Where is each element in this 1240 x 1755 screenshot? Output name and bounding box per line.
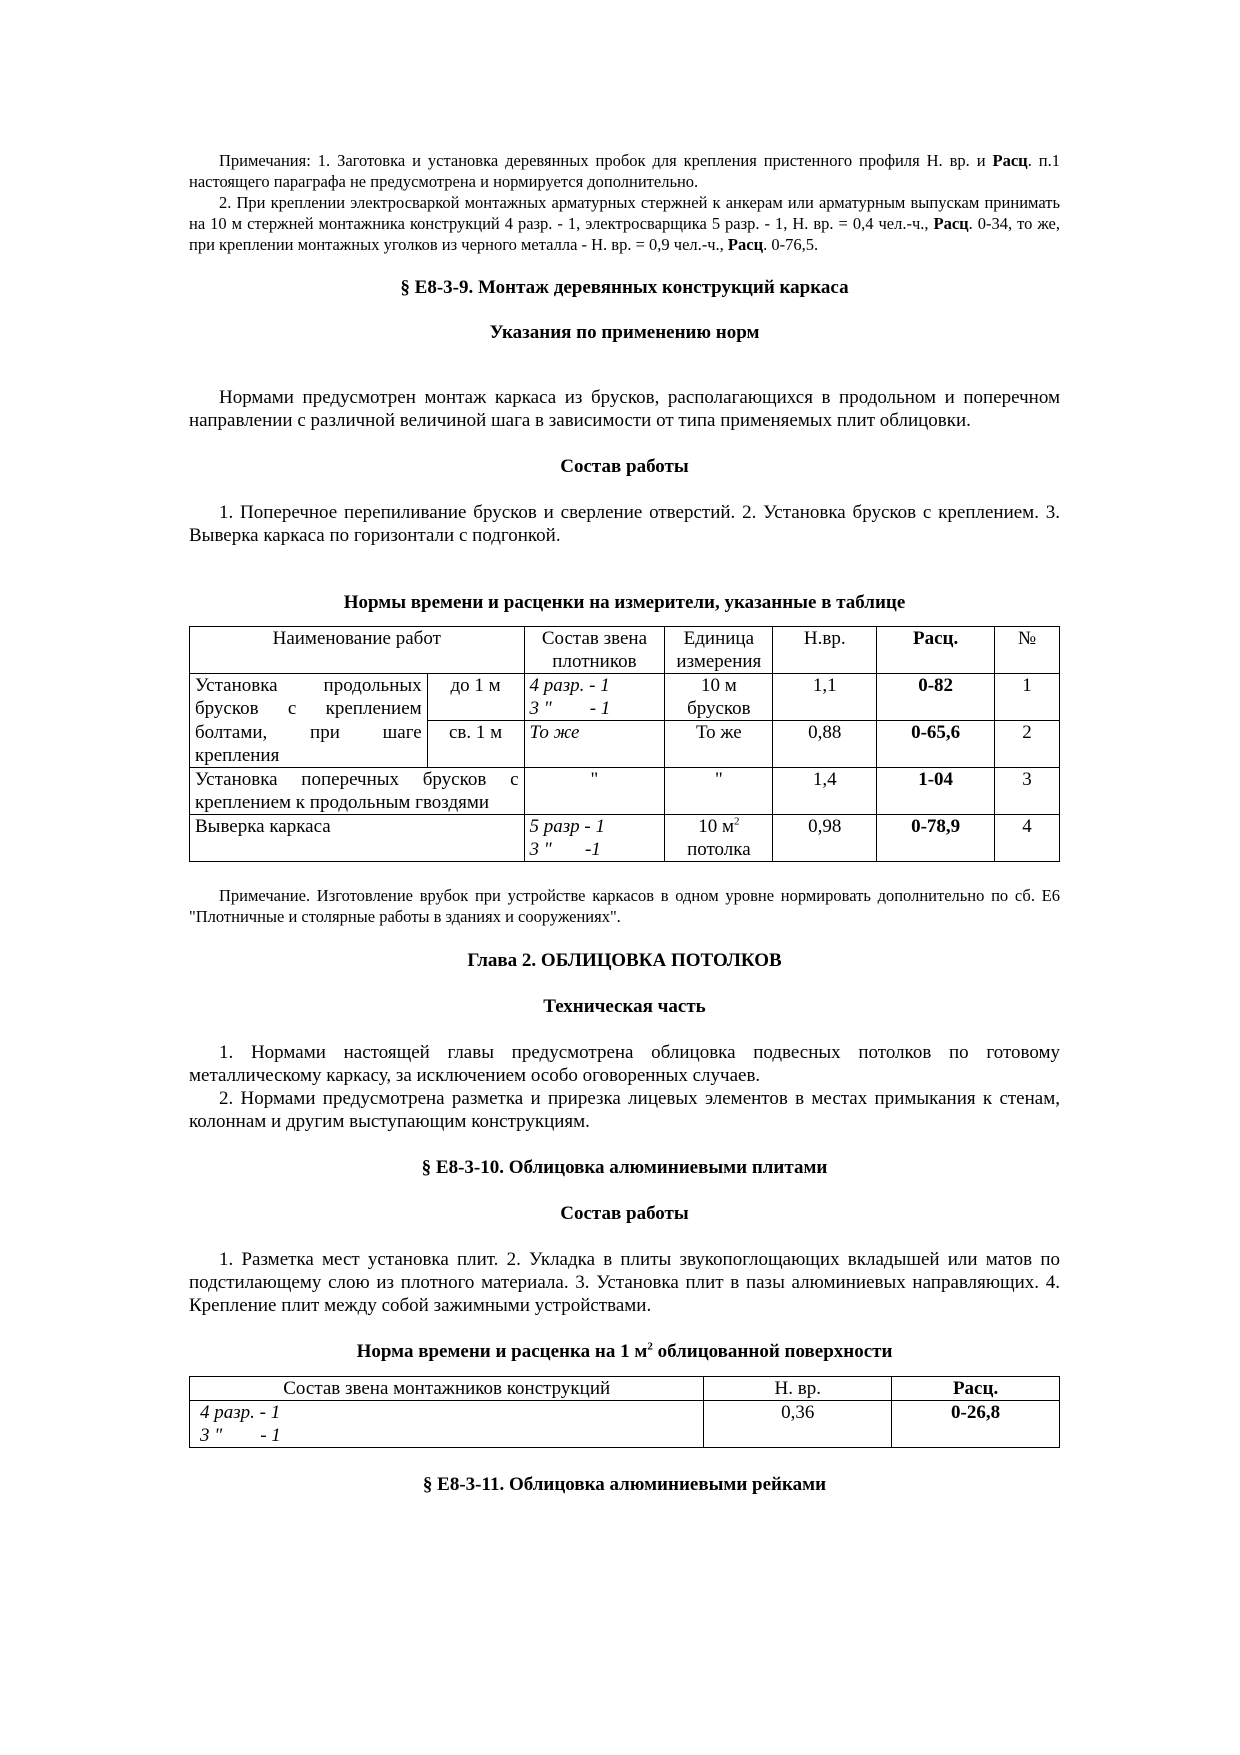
row1-number: 1 (995, 674, 1060, 721)
section-intro: Нормами предусмотрен монтаж каркаса из брусков, располагающихся в продольном и поперечном направлении с различной величиной шага в зависимости от типа применяемых плит облицовки. (189, 387, 1060, 431)
row2-name: болтами, при шаге крепления (190, 721, 428, 768)
section-title-e8-3-9: § Е8-3-9. Монтаж деревянных конструкций каркаса (400, 277, 849, 298)
chapter-paragraph-1: 1. Нормами настоящей главы предусмотрена облицовка подвесных потолков по готовому металлическому каркасу, за исключением особо оговоренных случаев. (189, 1041, 1060, 1086)
row1-step: до 1 м (427, 674, 524, 721)
row1-name: Установка продольных брусков с креплением (190, 674, 428, 721)
header-name: Наименование работ (190, 627, 525, 674)
table-row (190, 767, 1060, 814)
table2-rate: 0-26,8 (892, 1400, 1060, 1447)
table-row (190, 814, 1060, 861)
norm-table-2 (189, 1376, 1060, 1448)
composition-text: 1. Поперечное перепиливание брусков и сверление отверстий. 2. Установка брусков с креплением. 3. Выверка каркаса по горизонтали с подгонкой. (189, 502, 1060, 546)
table-row (190, 674, 1060, 721)
row3-time: 1,4 (773, 767, 877, 814)
row3-rate: 1-04 (877, 767, 995, 814)
row4-crew: 5 разр - 1 3 " -1 (524, 814, 665, 861)
row2-step: св. 1 м (427, 721, 524, 768)
row3-unit: " (665, 767, 773, 814)
row3-number: 3 (995, 767, 1060, 814)
table-title: Нормы времени и расценки на измерители, указанные в таблице (343, 592, 906, 613)
table2-crew: 4 разр. - 1 3 " - 1 (190, 1400, 704, 1447)
row2-rate: 0-65,6 (877, 721, 995, 768)
row3-crew: " (524, 767, 665, 814)
chapter-paragraph-2: 2. Нормами предусмотрена разметка и прирезка лицевых элементов в местах примыкания к стенам, колоннам и другим выступающим конструкциям. (189, 1087, 1060, 1132)
row1-crew: 4 разр. - 1 3 " - 1 (524, 674, 665, 721)
header-time: Н.вр. (773, 627, 877, 674)
row2-number: 2 (995, 721, 1060, 768)
notes-block (189, 150, 1060, 255)
row4-number: 4 (995, 814, 1060, 861)
row2-crew: То же (524, 721, 665, 768)
table2-title: Норма времени и расценка на 1 $м^2$ облицованной поверхности (356, 1340, 893, 1362)
header-number: № (995, 627, 1060, 674)
row4-unit: 10 $м^2$ потолка (665, 814, 773, 861)
section-title-e8-3-11: § Е8-3-11. Облицовка алюминиевыми рейками (422, 1473, 827, 1495)
header-rate: Расц. (877, 627, 995, 674)
header-unit: Единица измерения (665, 627, 773, 674)
table-header-row (190, 627, 1060, 674)
composition-title: Состав работы (560, 456, 689, 477)
header-crew: Состав звена плотников (524, 627, 665, 674)
chapter-subtitle: Техническая часть (543, 995, 706, 1017)
row2-unit: То же (665, 721, 773, 768)
row4-time: 0,98 (773, 814, 877, 861)
table2-header-row (190, 1376, 1060, 1400)
chapter-title: Глава 2. ОБЛИЦОВКА ПОТОЛКОВ (467, 949, 782, 971)
table2-header-crew: Состав звена монтажников конструкций (190, 1376, 704, 1400)
row1-unit: 10 м брусков (665, 674, 773, 721)
note-1: Примечания: 1. Заготовка и установка деревянных пробок для крепления пристенного профиля Н. вр. и Расц. п.1 настоящего параграфа не предусмотрена и нормируется дополнительно. (189, 151, 1060, 191)
section-subtitle: Указания по применению норм (489, 322, 760, 343)
row1-time: 1,1 (773, 674, 877, 721)
table2-header-rate: Расц. (892, 1376, 1060, 1400)
composition-title-2: Состав работы (560, 1202, 689, 1224)
row1-rate: 0-82 (877, 674, 995, 721)
table-row (190, 721, 1060, 768)
table-note: Примечание. Изготовление врубок при устройстве каркасов в одном уровне нормировать дополнительно по сб. Е6 "Плотничные и столярные работы в зданиях и сооружениях". (189, 885, 1060, 926)
row3-name: Установка поперечных брусков с креплением к продольным гвоздями (190, 767, 525, 814)
note-2: 2. При креплении электросваркой монтажных арматурных стержней к анкерам или арматурным выпускам принимать на 10 м стержней монтажника конструкций 4 разр. - 1, электросварщика 5 разр. - 1, Н. вр. = 0,4 чел.-ч., Расц. 0-34, то же, при креплении монтажных уголков из черного металла - Н. вр. = 0,9 чел.-ч., Расц. 0-76,5. (189, 193, 1060, 254)
row4-rate: 0-78,9 (877, 814, 995, 861)
document-page (189, 150, 1060, 1496)
table2-header-time: Н. вр. (704, 1376, 892, 1400)
table-row (190, 1400, 1060, 1447)
row2-time: 0,88 (773, 721, 877, 768)
composition-text-2: 1. Разметка мест установка плит. 2. Укладка в плиты звукопоглощающих вкладышей или матов по подстилающему слою из плотного материала. 3. Установка плит в пазы алюминиевых направляющих. 4. Крепление плит между собой зажимными устройствами. (189, 1248, 1060, 1316)
section-title-e8-3-10: § Е8-3-10. Облицовка алюминиевыми плитами (421, 1156, 828, 1178)
row4-name: Выверка каркаса (190, 814, 525, 861)
norms-table (189, 626, 1060, 862)
table2-time: 0,36 (704, 1400, 892, 1447)
